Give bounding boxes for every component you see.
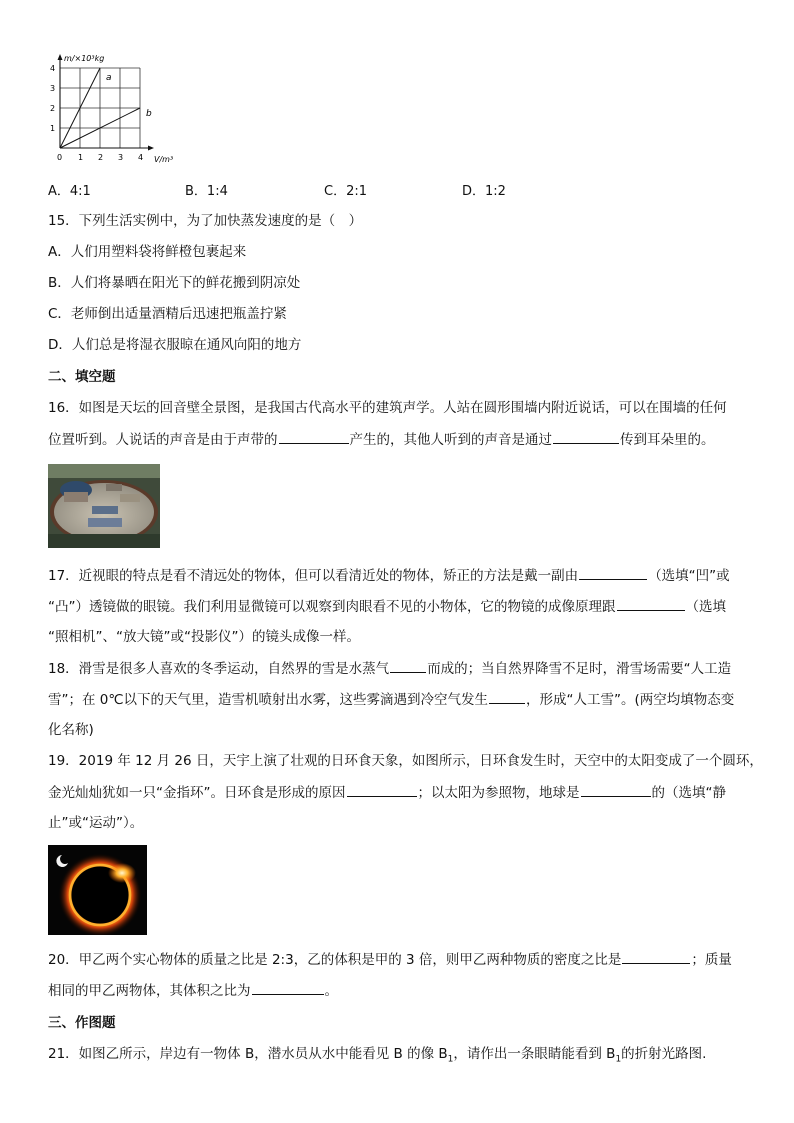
q20-text: ；质量 (691, 952, 732, 968)
q19-line2 (48, 783, 726, 802)
q18-text: 雪”；在 0℃以下的天气里，造雪机喷射出水雾，这些雾滴遇到冷空气发生 (48, 692, 489, 708)
q21-subscript: 1 (615, 1054, 622, 1065)
line-a-label: a (106, 73, 112, 83)
y-tick: 1 (50, 124, 56, 133)
q21-text: ，请作出一条眼睛能看到 B (453, 1046, 616, 1062)
q18-line2 (48, 690, 734, 709)
q16-line1: 16．如图是天坛的回音壁全景图，是我国古代高水平的建筑声学。人站在圆形围墙内附近说话，可以在围墙的任何 (48, 400, 727, 416)
q18-text: 而成的；当自然界降雪不足时，滑雪场需要“人工造 (427, 661, 732, 677)
q19-line3: 止”或“运动”）。 (48, 815, 144, 831)
q21-subscript: 1 (447, 1054, 454, 1065)
x-tick: 1 (78, 153, 84, 162)
mass-volume-graph (40, 52, 190, 172)
q17-line3: “照相机”、“放大镜”或“投影仪”）的镜头成像一样。 (48, 629, 360, 645)
q18-blank-2[interactable] (489, 690, 525, 704)
q16-blank-2[interactable] (553, 430, 619, 444)
q20-blank-2[interactable] (252, 981, 324, 995)
q21-text: 21．如图乙所示，岸边有一物体 B，潜水员从水中能看见 B 的像 B (48, 1046, 448, 1062)
q15-option-d[interactable]: D．人们总是将湿衣服晾在通风向阳的地方 (48, 337, 302, 353)
q19-text: 的（选填“静 (651, 785, 726, 801)
q17-text: 17．近视眼的特点是看不清远处的物体，但可以看清近处的物体，矫正的方法是戴一副由 (48, 568, 579, 584)
q21-line1 (48, 1045, 706, 1069)
q17-text: “凸”）透镜做的眼镜。我们利用显微镜可以观察到肉眼看不见的小物体，它的物镜的成像原理跟 (48, 599, 616, 615)
annular-eclipse-photo (48, 845, 147, 935)
x-axis-label: V/m³ (154, 155, 174, 164)
q19-text: ；以太阳为参照物，地球是 (417, 785, 580, 801)
q18-text: 18．滑雪是很多人喜欢的冬季运动，自然界的雪是水蒸气 (48, 661, 390, 677)
q14-option-a[interactable]: A．4:1 (48, 184, 91, 199)
q16-text: 位置听到。人说话的声音是由于声带的 (48, 432, 278, 448)
y-tick: 3 (50, 84, 56, 93)
q15-stem: 15．下列生活实例中，为了加快蒸发速度的是（ ） (48, 213, 363, 229)
q16-blank-1[interactable] (279, 430, 349, 444)
q17-text: （选填 (685, 599, 726, 615)
q19-blank-2[interactable] (581, 783, 651, 797)
q14-option-b[interactable]: B．1:4 (185, 184, 228, 199)
q17-blank-1[interactable] (579, 566, 647, 580)
origin-label: 0 (57, 153, 63, 162)
q16-text: 传到耳朵里的。 (620, 432, 715, 448)
q20-blank-1[interactable] (622, 950, 690, 964)
x-tick: 2 (98, 153, 104, 162)
q18-text: ，形成“人工雪”。(两空均填物态变 (526, 692, 735, 708)
x-tick: 3 (118, 153, 124, 162)
q19-line1: 19．2019 年 12 月 26 日，天宇上演了壮观的日环食天象，如图所示，日环食发生时，天空中的太阳变成了一个圆环， (48, 753, 763, 769)
q21-text: 的折射光路图. (621, 1046, 707, 1062)
q15-option-b[interactable]: B．人们将暴晒在阳光下的鲜花搬到阴凉处 (48, 275, 301, 291)
q18-blank-1[interactable] (390, 659, 426, 673)
q14-option-c[interactable]: C．2:1 (324, 184, 367, 199)
q20-line1 (48, 950, 732, 969)
x-tick: 4 (138, 153, 144, 162)
q17-line1 (48, 566, 730, 585)
line-b-label: b (146, 109, 152, 119)
q19-blank-1[interactable] (347, 783, 417, 797)
echo-wall-photo (48, 464, 160, 548)
section-heading-drawing: 三、作图题 (48, 1015, 116, 1031)
q18-line1 (48, 659, 731, 678)
q20-text: 20．甲乙两个实心物体的质量之比是 2:3，乙的体积是甲的 3 倍，则甲乙两种物质的密度之比是 (48, 952, 622, 968)
q14-option-d[interactable]: D．1:2 (462, 184, 506, 199)
q17-line2 (48, 597, 726, 616)
q15-option-a[interactable]: A．人们用塑料袋将鲜橙包裹起来 (48, 244, 247, 260)
q17-blank-2[interactable] (617, 597, 685, 611)
q20-line2 (48, 981, 338, 1000)
q18-line3: 化名称) (48, 722, 94, 738)
y-tick: 2 (50, 104, 56, 113)
q19-text: 金光灿灿犹如一只“金指环”。日环食是形成的原因 (48, 785, 346, 801)
q20-text: 相同的甲乙两物体，其体积之比为 (48, 983, 251, 999)
y-axis-label: m/×10³kg (64, 54, 105, 63)
section-heading-fill-in: 二、填空题 (48, 369, 116, 385)
q16-line2 (48, 430, 715, 449)
q17-text: （选填“凹”或 (648, 568, 730, 584)
y-tick: 4 (50, 64, 56, 73)
q16-text: 产生的，其他人听到的声音是通过 (349, 432, 552, 448)
q20-text: 。 (324, 983, 338, 999)
q15-option-c[interactable]: C．老师倒出适量酒精后迅速把瓶盖拧紧 (48, 306, 287, 322)
